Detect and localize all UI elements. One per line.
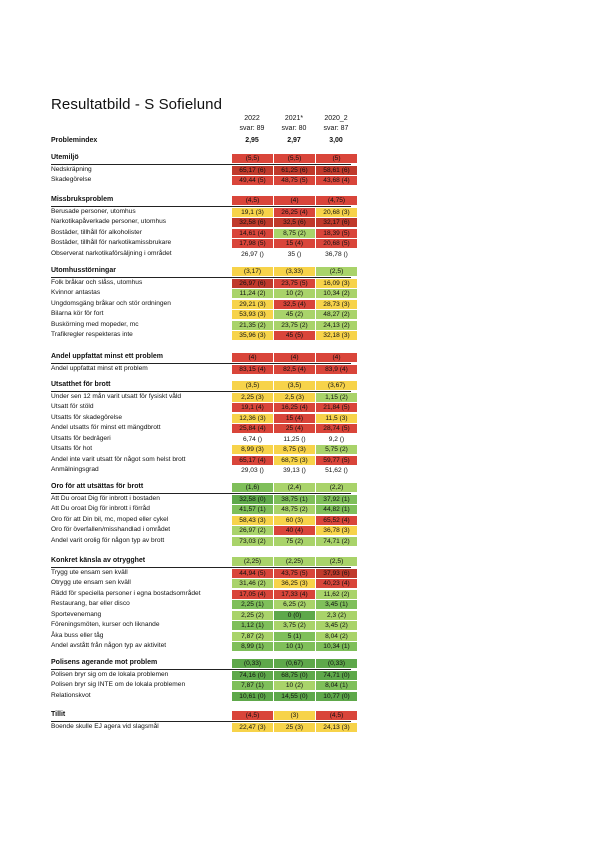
value-cell: 83,9 (4) bbox=[316, 365, 357, 374]
value-cell: 17,33 (4) bbox=[274, 590, 315, 599]
value-cell: 3,75 (2) bbox=[274, 621, 315, 630]
svar-count: svar: 80 bbox=[281, 125, 307, 132]
value-cell: 26,97 () bbox=[232, 250, 273, 259]
value-cell: 14,55 (0) bbox=[274, 692, 315, 701]
value-cell: 20,68 (5) bbox=[316, 239, 357, 248]
value-cell: 17,98 (5) bbox=[232, 239, 273, 248]
value-cell: 10,77 (0) bbox=[316, 692, 357, 701]
value-cell: 6,74 () bbox=[232, 435, 273, 444]
value-cell: 45 (5) bbox=[274, 331, 315, 340]
value-cell: 19,1 (3) bbox=[232, 208, 273, 217]
value-cell: 6,25 (2) bbox=[274, 600, 315, 609]
value-cell: 15 (4) bbox=[274, 414, 315, 423]
section-score-cell: (2,4) bbox=[274, 483, 315, 492]
section-score-cell: (5) bbox=[316, 154, 357, 163]
row-label: Andel inte varit utsatt för något som helst brott bbox=[51, 455, 186, 463]
value-cell: 49,44 (5) bbox=[232, 176, 273, 185]
value-cell: 65,17 (6) bbox=[232, 166, 273, 175]
value-cell: 32,58 (0) bbox=[232, 495, 273, 504]
value-cell: 8,75 (3) bbox=[274, 445, 315, 454]
value-cell: 35,96 (3) bbox=[232, 331, 273, 340]
row-label: Bilarna kör för fort bbox=[51, 310, 104, 318]
row-label: Utsatts för skadegörelse bbox=[51, 413, 123, 421]
value-cell: 83,15 (4) bbox=[232, 365, 273, 374]
row-label: Oro för att Din bil, mc, moped eller cykel bbox=[51, 515, 169, 523]
section-score-cell: (3,5) bbox=[274, 381, 315, 390]
row-label: Trafikregler respekteras inte bbox=[51, 331, 133, 339]
section-score-cell: (2,25) bbox=[274, 557, 315, 566]
section-title: Konkret känsla av otrygghet bbox=[51, 557, 146, 564]
value-cell: 5,75 (2) bbox=[316, 445, 357, 454]
row-label: Folk bråkar och slåss, utomhus bbox=[51, 278, 143, 286]
value-cell: 23,75 (2) bbox=[274, 321, 315, 330]
value-cell: 17,05 (4) bbox=[232, 590, 273, 599]
value-cell: 21,84 (5) bbox=[316, 403, 357, 412]
value-cell: 12,36 (3) bbox=[232, 414, 273, 423]
value-cell: 7,87 (1) bbox=[232, 681, 273, 690]
value-cell: 11,24 (2) bbox=[232, 289, 273, 298]
problemindex-label: Problemindex bbox=[51, 137, 98, 144]
year-label: 2021* bbox=[284, 115, 304, 122]
value-cell: 68,75 (3) bbox=[274, 456, 315, 465]
section-score-cell: (1,6) bbox=[232, 483, 273, 492]
row-label: Utsatts för hot bbox=[51, 445, 93, 453]
value-cell: 75 (2) bbox=[274, 537, 315, 546]
value-cell: 10,34 (2) bbox=[316, 289, 357, 298]
value-cell: 40,23 (4) bbox=[316, 579, 357, 588]
row-label: Kvinnor antastas bbox=[51, 289, 101, 297]
value-cell: 32,5 (6) bbox=[274, 218, 315, 227]
value-cell: 32,5 (4) bbox=[274, 300, 315, 309]
row-label: Polisen bryr sig om de lokala problemen bbox=[51, 670, 169, 678]
value-cell: 10 (2) bbox=[274, 289, 315, 298]
section-score-cell: (4,75) bbox=[316, 196, 357, 205]
svar-count: svar: 89 bbox=[239, 125, 265, 132]
row-label: Restaurang, bar eller disco bbox=[51, 600, 130, 608]
section-score-cell: (0,33) bbox=[232, 659, 273, 668]
row-label: Trygg ute ensam sen kväll bbox=[51, 568, 128, 576]
section-score-cell: (4) bbox=[232, 353, 273, 362]
row-label: Bostäder, tillhåll för narkotikamissbrukare bbox=[51, 239, 172, 247]
row-label: Utsatt för stöld bbox=[51, 403, 94, 411]
section-title: Utemiljö bbox=[51, 154, 79, 161]
row-label: Rädd för speciella personer i egna bostadsområdet bbox=[51, 589, 201, 597]
value-cell: 74,16 (0) bbox=[232, 671, 273, 680]
section-title: Tillit bbox=[51, 711, 66, 718]
section-score-cell: (4,5) bbox=[232, 711, 273, 720]
value-cell: 65,52 (4) bbox=[316, 516, 357, 525]
row-label: Sportevenemang bbox=[51, 610, 102, 618]
value-cell: 36,78 () bbox=[316, 250, 357, 259]
value-cell: 48,27 (2) bbox=[316, 310, 357, 319]
value-cell: 8,75 (2) bbox=[274, 229, 315, 238]
row-label: Berusade personer, utomhus bbox=[51, 207, 136, 215]
row-label: Narkotikapåverkade personer, utomhus bbox=[51, 218, 167, 226]
value-cell: 8,04 (2) bbox=[316, 632, 357, 641]
row-label: Relationskvot bbox=[51, 691, 91, 699]
row-label: Utsatts för bedrägeri bbox=[51, 434, 111, 442]
value-cell: 82,5 (4) bbox=[274, 365, 315, 374]
section-title: Utsatthet för brott bbox=[51, 381, 111, 388]
section-score-cell: (5,5) bbox=[274, 154, 315, 163]
value-cell: 10 (1) bbox=[274, 642, 315, 651]
section-score-cell: (3,17) bbox=[232, 267, 273, 276]
value-cell: 5 (1) bbox=[274, 632, 315, 641]
row-label: Oro för överfallen/misshandlad i området bbox=[51, 526, 171, 534]
section-score-cell: (0,67) bbox=[274, 659, 315, 668]
section-score-cell: (4) bbox=[274, 196, 315, 205]
value-cell: 39,13 () bbox=[274, 466, 315, 475]
section-title: Utomhusstörningar bbox=[51, 267, 116, 274]
value-cell: 18,39 (5) bbox=[316, 229, 357, 238]
section-score-cell: (0,33) bbox=[316, 659, 357, 668]
value-cell: 10 (2) bbox=[274, 681, 315, 690]
value-cell: 48,75 (2) bbox=[274, 505, 315, 514]
value-cell: 73,03 (2) bbox=[232, 537, 273, 546]
value-cell: 1,12 (1) bbox=[232, 621, 273, 630]
value-cell: 36,25 (3) bbox=[274, 579, 315, 588]
row-label: Skadegörelse bbox=[51, 176, 92, 184]
row-label: Under sen 12 mån varit utsatt för fysiskt våld bbox=[51, 392, 182, 400]
row-label: Ungdomsgäng bråkar och stör ordningen bbox=[51, 299, 171, 307]
value-cell: 2,25 (2) bbox=[232, 611, 273, 620]
value-cell: 11,25 () bbox=[274, 435, 315, 444]
value-cell: 58,43 (3) bbox=[232, 516, 273, 525]
row-label: Andel uppfattat minst ett problem bbox=[51, 364, 148, 372]
section-score-cell: (2,2) bbox=[316, 483, 357, 492]
value-cell: 21,35 (2) bbox=[232, 321, 273, 330]
value-cell: 10,61 (0) bbox=[232, 692, 273, 701]
row-label: Föreningsmöten, kurser och liknande bbox=[51, 621, 160, 629]
value-cell: 25 (3) bbox=[274, 723, 315, 732]
section-title: Oro för att utsättas för brott bbox=[51, 483, 144, 490]
value-cell: 28,74 (5) bbox=[316, 424, 357, 433]
section-score-cell: (4) bbox=[316, 353, 357, 362]
section-title: Andel uppfattat minst ett problem bbox=[51, 353, 163, 360]
value-cell: 2,3 (2) bbox=[316, 611, 357, 620]
year-label: 2020_2 bbox=[324, 115, 348, 122]
section-title: Polisens agerande mot problem bbox=[51, 659, 158, 666]
section-score-cell: (5,5) bbox=[232, 154, 273, 163]
row-label: Andel utsatts för minst ett mängdbrott bbox=[51, 424, 161, 432]
value-cell: 29,21 (3) bbox=[232, 300, 273, 309]
value-cell: 0 (0) bbox=[274, 611, 315, 620]
value-cell: 20,68 (3) bbox=[316, 208, 357, 217]
section-score-cell: (2,5) bbox=[316, 267, 357, 276]
row-label: Polisen bryr sig INTE om de lokala problemen bbox=[51, 681, 186, 689]
value-cell: 7,87 (2) bbox=[232, 632, 273, 641]
value-cell: 43,75 (5) bbox=[274, 569, 315, 578]
value-cell: 61,25 (6) bbox=[274, 166, 315, 175]
value-cell: 51,62 () bbox=[316, 466, 357, 475]
value-cell: 26,97 (2) bbox=[232, 526, 273, 535]
value-cell: 35 () bbox=[274, 250, 315, 259]
value-cell: 53,93 (3) bbox=[232, 310, 273, 319]
value-cell: 23,75 (5) bbox=[274, 279, 315, 288]
section-score-cell: (4) bbox=[274, 353, 315, 362]
value-cell: 44,94 (5) bbox=[232, 569, 273, 578]
value-cell: 14,61 (4) bbox=[232, 229, 273, 238]
value-cell: 68,75 (0) bbox=[274, 671, 315, 680]
section-score-cell: (4,5) bbox=[316, 711, 357, 720]
row-label: Bostäder, tillhåll för alkoholister bbox=[51, 228, 142, 236]
value-cell: 24,13 (3) bbox=[316, 723, 357, 732]
value-cell: 8,04 (1) bbox=[316, 681, 357, 690]
row-label: Att Du oroat Dig för inbrott i bostaden bbox=[51, 494, 160, 502]
section-score-cell: (3,5) bbox=[232, 381, 273, 390]
section-title: Missbruksproblem bbox=[51, 196, 114, 203]
value-cell: 2,25 (1) bbox=[232, 600, 273, 609]
value-cell: 74,71 (0) bbox=[316, 671, 357, 680]
value-cell: 44,82 (1) bbox=[316, 505, 357, 514]
value-cell: 10,34 (1) bbox=[316, 642, 357, 651]
value-cell: 15 (4) bbox=[274, 239, 315, 248]
section-score-cell: (3) bbox=[274, 711, 315, 720]
problemindex-value: 2,97 bbox=[287, 137, 301, 144]
problemindex-value: 3,00 bbox=[329, 137, 343, 144]
section-score-cell: (2,5) bbox=[316, 557, 357, 566]
value-cell: 2,5 (3) bbox=[274, 393, 315, 402]
value-cell: 41,57 (1) bbox=[232, 505, 273, 514]
section-score-cell: (2,25) bbox=[232, 557, 273, 566]
value-cell: 60 (3) bbox=[274, 516, 315, 525]
value-cell: 38,75 (1) bbox=[274, 495, 315, 504]
value-cell: 8,99 (3) bbox=[232, 445, 273, 454]
value-cell: 36,78 (3) bbox=[316, 526, 357, 535]
row-label: Andel avstått från någon typ av aktivitet bbox=[51, 642, 167, 650]
row-label: Åka buss eller tåg bbox=[51, 631, 104, 639]
row-label: Nedskräpning bbox=[51, 165, 92, 173]
value-cell: 9,2 () bbox=[316, 435, 357, 444]
value-cell: 37,92 (1) bbox=[316, 495, 357, 504]
row-label: Buskörning med mopeder, mc bbox=[51, 320, 139, 328]
section-score-cell: (4,5) bbox=[232, 196, 273, 205]
value-cell: 25 (4) bbox=[274, 424, 315, 433]
value-cell: 24,13 (2) bbox=[316, 321, 357, 330]
row-label: Observerat narkotikaförsäljning i området bbox=[51, 249, 172, 257]
value-cell: 40 (4) bbox=[274, 526, 315, 535]
section-score-cell: (3,67) bbox=[316, 381, 357, 390]
value-cell: 65,17 (4) bbox=[232, 456, 273, 465]
value-cell: 3,45 (1) bbox=[316, 600, 357, 609]
value-cell: 58,61 (6) bbox=[316, 166, 357, 175]
value-cell: 11,62 (2) bbox=[316, 590, 357, 599]
year-label: 2022 bbox=[244, 115, 260, 122]
value-cell: 31,46 (2) bbox=[232, 579, 273, 588]
value-cell: 22,47 (3) bbox=[232, 723, 273, 732]
value-cell: 32,18 (3) bbox=[316, 331, 357, 340]
value-cell: 3,45 (2) bbox=[316, 621, 357, 630]
value-cell: 29,03 () bbox=[232, 466, 273, 475]
value-cell: 25,84 (4) bbox=[232, 424, 273, 433]
value-cell: 1,15 (2) bbox=[316, 393, 357, 402]
value-cell: 74,71 (2) bbox=[316, 537, 357, 546]
row-label: Anmälningsgrad bbox=[51, 466, 99, 474]
section-score-cell: (3,33) bbox=[274, 267, 315, 276]
row-label: Andel varit orolig för någon typ av brott bbox=[51, 536, 165, 544]
value-cell: 2,25 (3) bbox=[232, 393, 273, 402]
row-label: Att Du oroat Dig för inbrott i förråd bbox=[51, 505, 150, 513]
value-cell: 26,25 (4) bbox=[274, 208, 315, 217]
value-cell: 26,97 (6) bbox=[232, 279, 273, 288]
value-cell: 32,58 (6) bbox=[232, 218, 273, 227]
value-cell: 16,09 (3) bbox=[316, 279, 357, 288]
problemindex-value: 2,95 bbox=[245, 137, 259, 144]
value-cell: 11,5 (3) bbox=[316, 414, 357, 423]
value-cell: 48,75 (5) bbox=[274, 176, 315, 185]
value-cell: 37,93 (6) bbox=[316, 569, 357, 578]
value-cell: 45 (2) bbox=[274, 310, 315, 319]
value-cell: 19,1 (4) bbox=[232, 403, 273, 412]
value-cell: 43,68 (4) bbox=[316, 176, 357, 185]
value-cell: 8,99 (1) bbox=[232, 642, 273, 651]
svar-count: svar: 87 bbox=[323, 125, 349, 132]
value-cell: 28,73 (3) bbox=[316, 300, 357, 309]
row-label: Boende skulle EJ agera vid slagsmål bbox=[51, 722, 159, 730]
value-cell: 32,17 (6) bbox=[316, 218, 357, 227]
row-label: Otrygg ute ensam sen kväll bbox=[51, 579, 131, 587]
value-cell: 16,25 (4) bbox=[274, 403, 315, 412]
value-cell: 59,77 (5) bbox=[316, 456, 357, 465]
page-title: Resultatbild - S Sofielund bbox=[51, 96, 223, 113]
